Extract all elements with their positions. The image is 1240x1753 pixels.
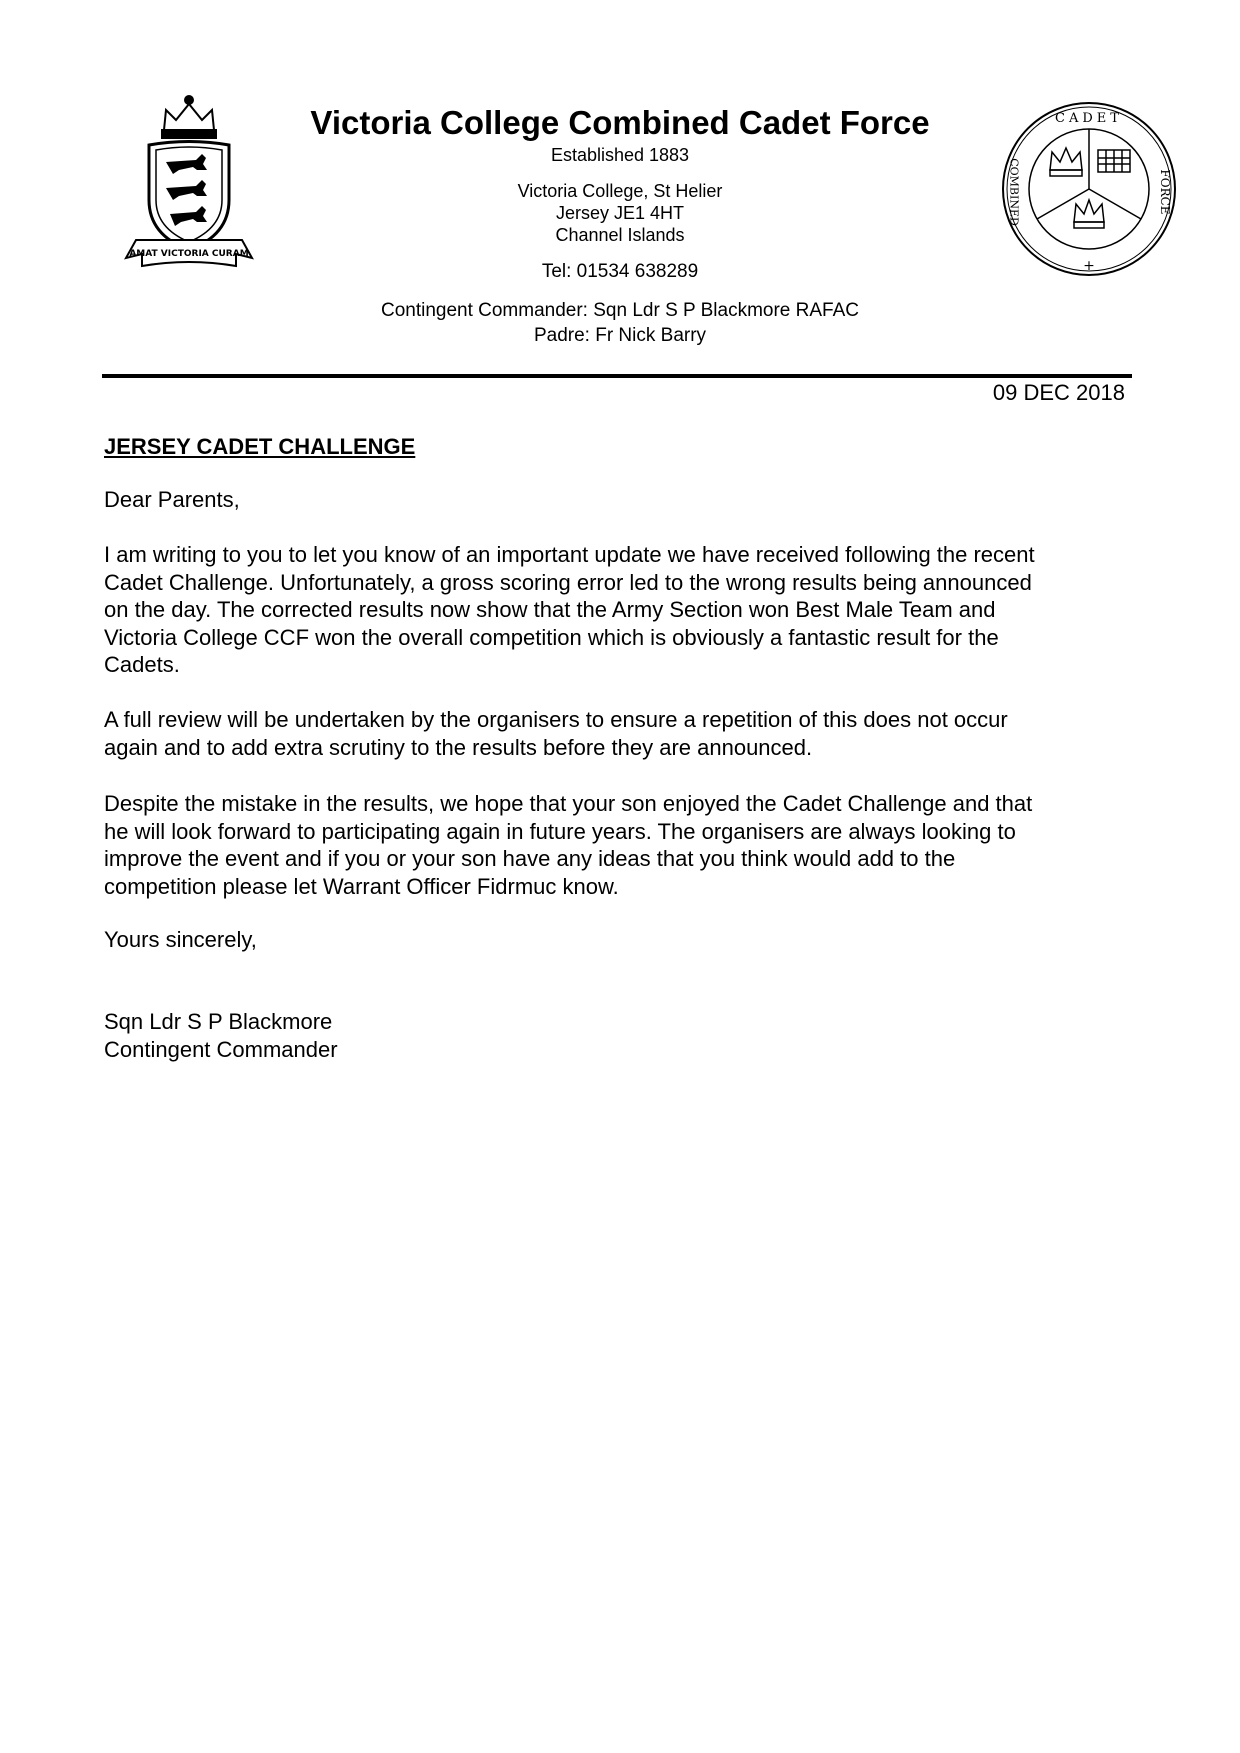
salutation: Dear Parents,: [104, 487, 240, 512]
paragraph-line: Cadet Challenge. Unfortunately, a gross scoring error led to the wrong results being announced: [104, 569, 1032, 595]
paragraph-line: he will look forward to participating again in future years. The organisers are always looking to: [104, 818, 1016, 844]
paragraph-1: [104, 541, 1144, 679]
commander-line: Contingent Commander: Sqn Ldr S P Blackmore RAFAC: [380, 300, 860, 321]
cadet-force-seal-icon: [1000, 100, 1178, 278]
seal-left-text: COMBINED: [1007, 158, 1021, 226]
signatory-title: Contingent Commander: [104, 1036, 338, 1062]
paragraph-line: improve the event and if you or your son have any ideas that you think would add to the: [104, 846, 956, 872]
paragraph-line: Cadets.: [104, 652, 180, 678]
paragraph-line: again and to add extra scrutiny to the results before they are announced.: [104, 734, 813, 760]
telephone-line: Tel: 01534 638289: [541, 261, 699, 282]
paragraph-line: competition please let Warrant Officer Fidrmuc know.: [104, 873, 619, 899]
letterhead-title: Victoria College Combined Cadet Force: [310, 104, 930, 141]
letter-subject: JERSEY CADET CHALLENGE: [104, 434, 416, 459]
address-block: [300, 180, 940, 246]
signature-block: [104, 1008, 1144, 1063]
padre-line: Padre: Fr Nick Barry: [533, 325, 707, 346]
paragraph-3: [104, 790, 1144, 900]
signatory-name: Sqn Ldr S P Blackmore: [104, 1009, 333, 1034]
seal-top-text: CADET: [1055, 111, 1123, 126]
paragraph-line: on the day. The corrected results now show that the Army Section won Best Male Team and: [104, 597, 996, 623]
address-line: Channel Islands: [555, 225, 685, 245]
staff-block: [300, 298, 940, 348]
address-line: Victoria College, St Helier: [517, 181, 723, 201]
paragraph-line: I am writing to you to let you know of an important update we have received following the recent: [104, 542, 1035, 567]
svg-text:+: +: [1083, 258, 1095, 274]
closing: Yours sincerely,: [104, 927, 257, 952]
college-crest-icon: [124, 90, 254, 280]
seal-right-text: FORCE: [1158, 169, 1172, 215]
established-line: Established 1883: [550, 145, 690, 165]
svg-text:AMAT VICTORIA CURAM: AMAT VICTORIA CURAM: [129, 249, 249, 259]
paragraph-line: Despite the mistake in the results, we hope that your son enjoyed the Cadet Challenge and that: [104, 791, 1033, 816]
address-line: Jersey JE1 4HT: [555, 203, 685, 223]
paragraph-line: A full review will be undertaken by the organisers to ensure a repetition of this does not occur: [104, 707, 1008, 732]
letter-date: 09 DEC 2018: [992, 380, 1125, 405]
paragraph-2: [104, 706, 1144, 761]
paragraph-line: Victoria College CCF won the overall competition which is obviously a fantastic result for the: [104, 624, 999, 650]
header-divider: [102, 374, 1132, 378]
